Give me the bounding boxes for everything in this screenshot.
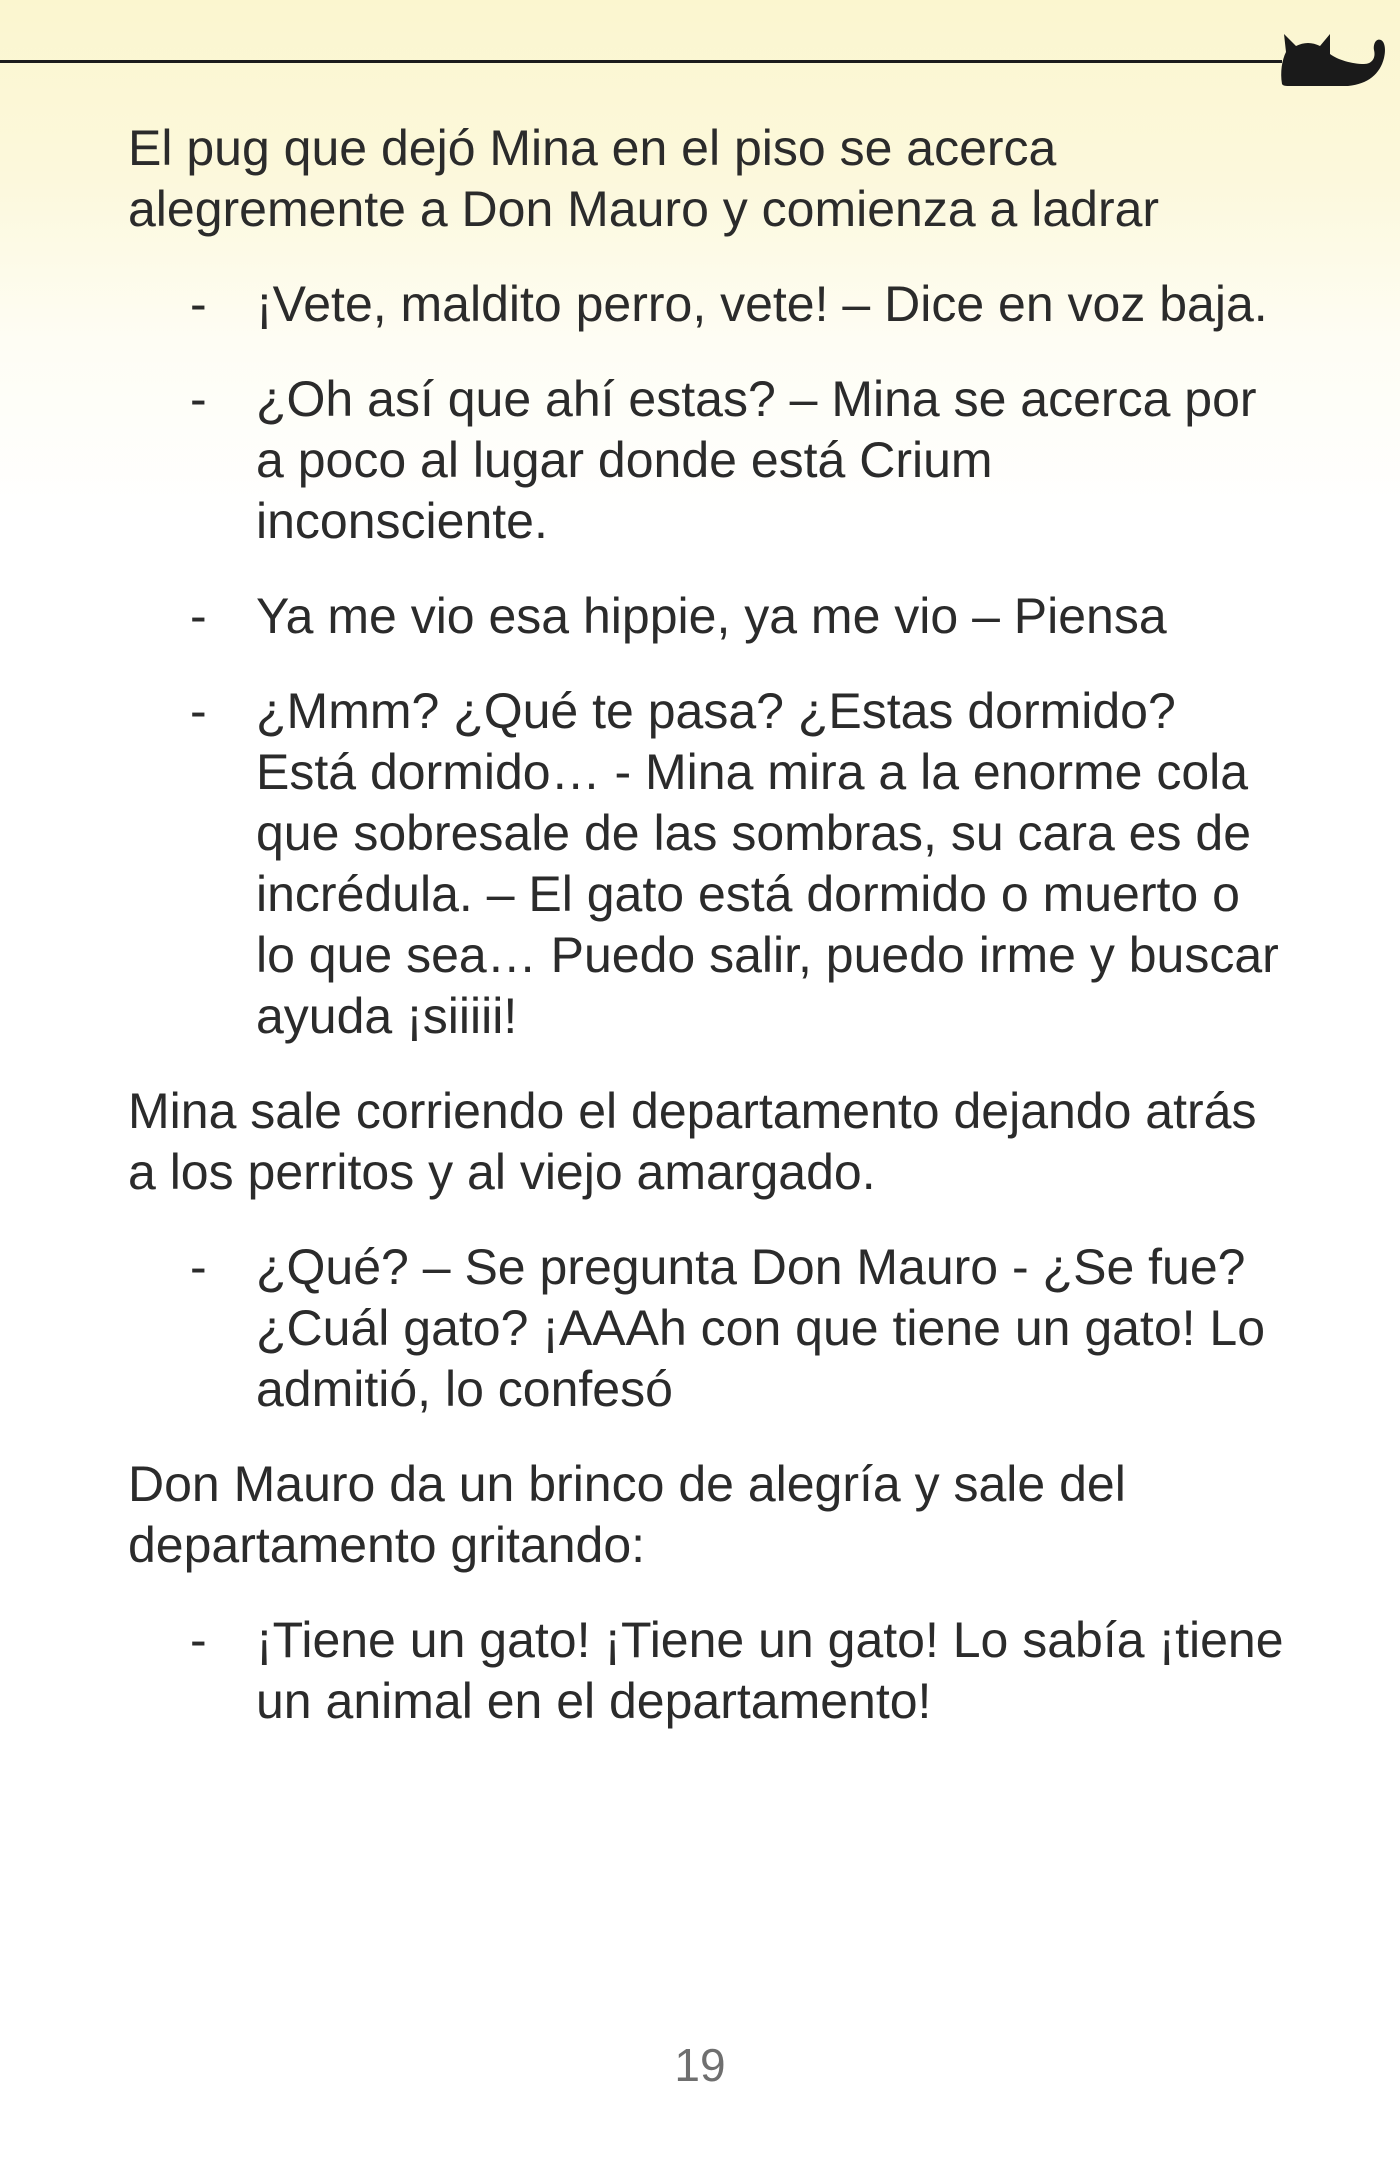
dialogue-text: ¿Mmm? ¿Qué te pasa? ¿Estas dormido? Está dormido… - Mina mira a la enorme cola que sobresale de las sombras, su cara es de incrédula. – El gato está dormido o muerto o lo que sea… Puedo salir, puedo irme y buscar ayuda ¡siiiii! — [256, 683, 1279, 1044]
dialogue-dash: - — [190, 1239, 207, 1295]
dialogue-line — [128, 1610, 1288, 1732]
page-number: 19 — [674, 2039, 726, 2091]
dialogue-line — [128, 1237, 1288, 1420]
dialogue-dash: - — [190, 588, 207, 644]
dialogue-dash: - — [190, 276, 207, 332]
black-cat-icon — [1268, 24, 1386, 90]
dialogue-line — [128, 681, 1288, 1047]
dialogue-text: ¿Qué? – Se pregunta Don Mauro - ¿Se fue? ¿Cuál gato? ¡AAAh con que tiene un gato! Lo admitió, lo confesó — [256, 1239, 1266, 1417]
dialogue-dash: - — [190, 1612, 207, 1668]
dialogue-text: Ya me vio esa hippie, ya me vio – Piensa — [256, 588, 1167, 644]
dialogue-text: ¿Oh así que ahí estas? – Mina se acerca por a poco al lugar donde está Crium inconsciente. — [256, 371, 1257, 549]
dialogue-line — [128, 586, 1288, 647]
dialogue-line — [128, 274, 1288, 335]
narration-paragraph: El pug que dejó Mina en el piso se acerca alegremente a Don Mauro y comienza a ladrar — [128, 120, 1160, 237]
narration-paragraph: Mina sale corriendo el departamento dejando atrás a los perritos y al viejo amargado. — [128, 1083, 1257, 1200]
dialogue-dash: - — [190, 371, 207, 427]
dialogue-dash: - — [190, 683, 207, 739]
header-rule — [0, 60, 1282, 63]
narration-paragraph: Don Mauro da un brinco de alegría y sale del departamento gritando: — [128, 1456, 1126, 1573]
dialogue-line — [128, 369, 1288, 552]
dialogue-text: ¡Vete, maldito perro, vete! – Dice en voz baja. — [256, 276, 1268, 332]
page-body — [128, 118, 1288, 1766]
dialogue-text: ¡Tiene un gato! ¡Tiene un gato! Lo sabía ¡tiene un animal en el departamento! — [256, 1612, 1284, 1729]
